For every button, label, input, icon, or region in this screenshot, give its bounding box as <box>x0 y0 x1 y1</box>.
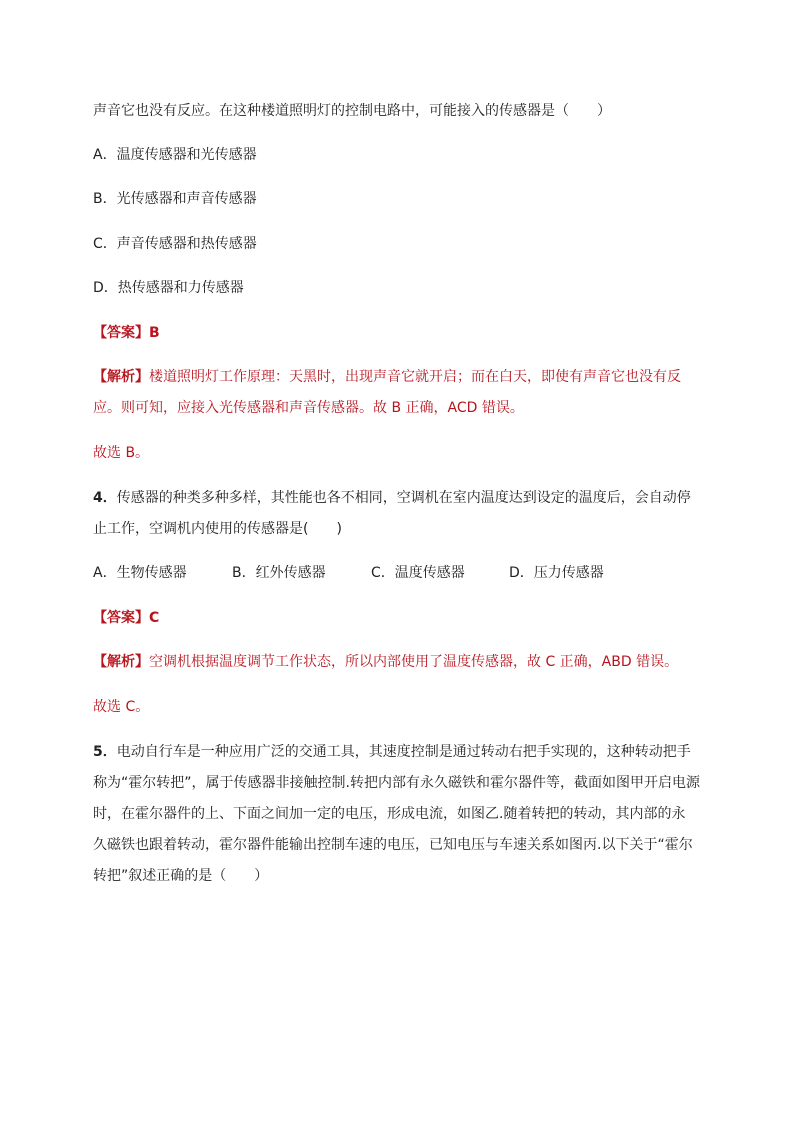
q3-option-b-text: 光传感器和声音传感器 <box>116 191 257 207</box>
q3-option-d-letter: D． <box>93 280 118 296</box>
q5-stem-line3: 时，在霍尔器件的上、下面之间加一定的电压，形成电流，如图乙.随着转把的转动，其内部的永 <box>93 806 686 822</box>
q4-stem-line2: 止工作，空调机内使用的传感器是( ) <box>93 521 342 537</box>
q3-answer <box>93 323 160 343</box>
q4-option-a <box>93 563 187 583</box>
q3-option-a-letter: A． <box>93 147 117 163</box>
q4-option-a-text: 生物传感器 <box>116 565 187 581</box>
q3-conclusion: 故选 B。 <box>93 445 150 461</box>
q4-option-b-letter: B． <box>232 565 256 581</box>
q4-options-row <box>93 563 653 583</box>
q3-option-b <box>93 189 257 209</box>
q3-analysis-label: 【解析】 <box>93 369 149 385</box>
q5-stem-line2: 称为“霍尔转把”，属于传感器非接触控制.转把内部有永久磁铁和霍尔器件等，截面如图甲开启电源 <box>93 775 700 791</box>
q4-option-c-letter: C． <box>371 565 395 581</box>
q5-number: 5． <box>93 744 117 760</box>
q3-option-c-letter: C． <box>93 236 117 252</box>
q3-stem-tail: 声音它也没有反应。在这种楼道照明灯的控制电路中，可能接入的传感器是（ ） <box>93 103 611 119</box>
q4-option-c <box>371 563 465 583</box>
q4-option-d-text: 压力传感器 <box>533 565 604 581</box>
q4-option-b-text: 红外传感器 <box>255 565 326 581</box>
q3-option-c <box>93 234 257 254</box>
q3-analysis-line2: 应。则可知，应接入光传感器和声音传感器。故 B 正确，ACD 错误。 <box>93 400 524 416</box>
q4-number: 4． <box>93 490 117 506</box>
q4-option-c-text: 温度传感器 <box>394 565 465 581</box>
q3-analysis-text1: 楼道照明灯工作原理：天黑时，出现声音它就开启；而在白天，即使有声音它也没有反 <box>149 369 681 385</box>
q4-answer-label: 【答案】 <box>93 610 149 626</box>
q4-option-d-letter: D． <box>509 565 534 581</box>
q3-option-b-letter: B． <box>93 191 117 207</box>
q3-option-a <box>93 145 257 165</box>
q4-analysis-text1: 空调机根据温度调节工作状态，所以内部使用了温度传感器，故 C 正确，ABD 错误。 <box>149 654 679 670</box>
q3-answer-label: 【答案】 <box>93 325 149 341</box>
q4-analysis-label: 【解析】 <box>93 654 149 670</box>
q5-stem-line5: 转把”叙述正确的是（ ） <box>93 868 269 884</box>
q4-analysis-line1 <box>93 652 678 672</box>
q4-answer-value: C <box>149 610 160 626</box>
q3-answer-value: B <box>149 325 160 341</box>
q5-stem-text1: 电动自行车是一种应用广泛的交通工具，其速度控制是通过转动右把手实现的，这种转动把手 <box>116 744 691 760</box>
q4-answer <box>93 608 159 628</box>
q3-option-d-text: 热传感器和力传感器 <box>117 280 244 296</box>
q4-conclusion: 故选 C。 <box>93 699 150 715</box>
q4-option-b <box>232 563 326 583</box>
q4-option-d <box>509 563 604 583</box>
q4-option-a-letter: A． <box>93 565 117 581</box>
q5-stem-line1 <box>93 742 691 762</box>
q4-stem-text1: 传感器的种类多种多样，其性能也各不相同，空调机在室内温度达到设定的温度后，会自动停 <box>116 490 691 506</box>
q3-option-d <box>93 278 244 298</box>
q3-option-a-text: 温度传感器和光传感器 <box>116 147 257 163</box>
q4-stem-line1 <box>93 488 691 508</box>
q5-stem-line4: 久磁铁也跟着转动，霍尔器件能输出控制车速的电压，已知电压与车速关系如图丙.以下关于“霍尔 <box>93 837 693 853</box>
q3-option-c-text: 声音传感器和热传感器 <box>116 236 257 252</box>
q3-analysis-line1 <box>93 367 681 387</box>
